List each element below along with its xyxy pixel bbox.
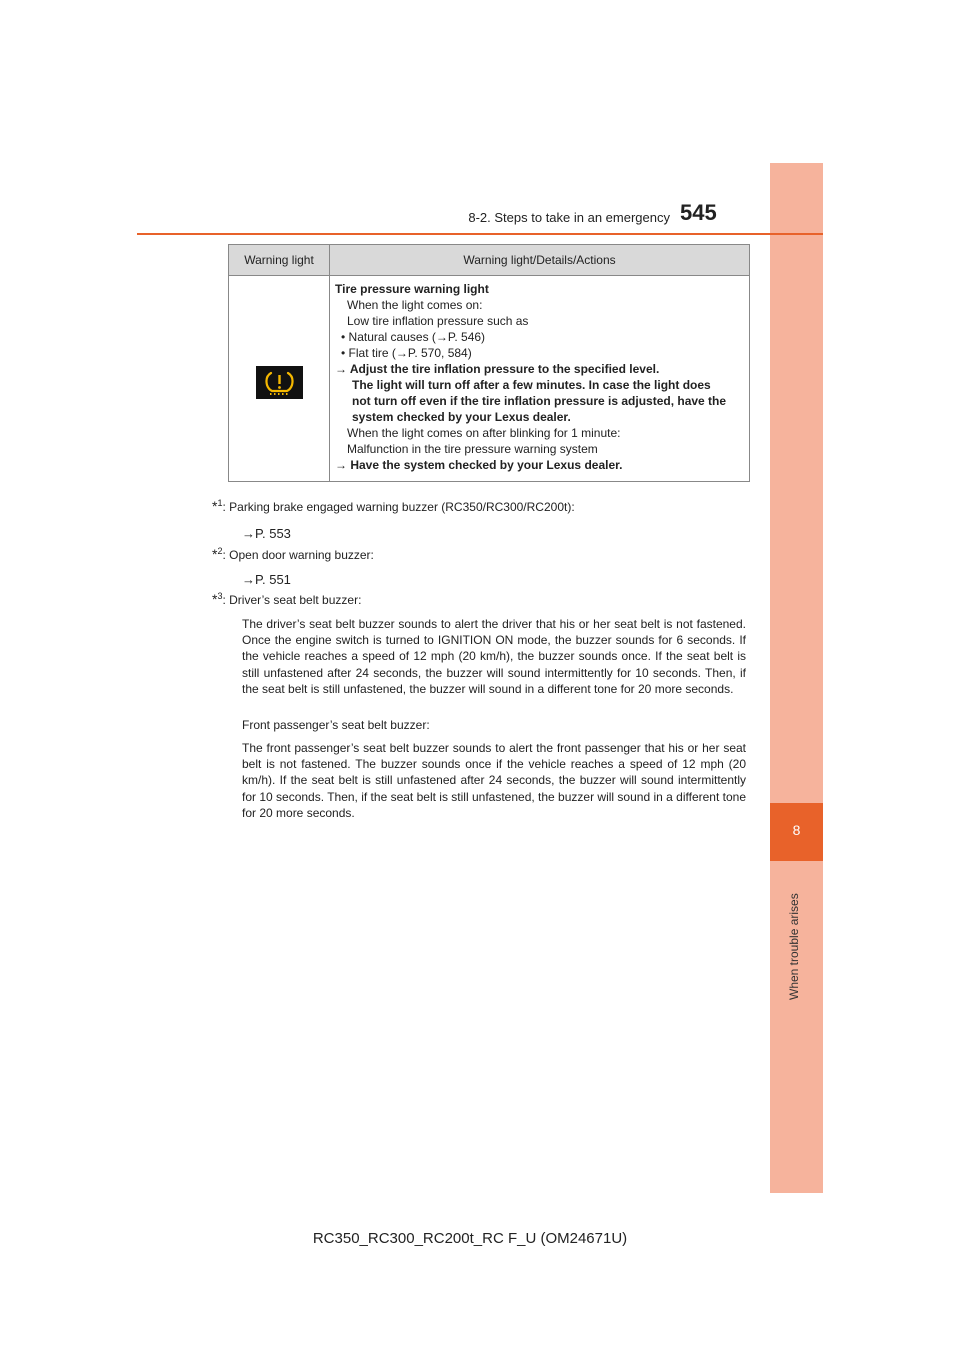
table-header-row (229, 245, 749, 276)
table-header-details: Warning light/Details/Actions (463, 253, 616, 267)
table-header-warning-light: Warning light (229, 245, 330, 276)
chapter-label (785, 870, 807, 1000)
driver-seat-belt-paragraph: The driver’s seat belt buzzer sounds to alert the driver that his or her seat belt is not fastened. Once the engine switch is turned to IGNITION ON mode, the buzzer sounds for 6 seconds. If the vehicle reaches a speed of 12 mph (20 km/h), the buzzer sounds once. If the seat belt is still unfastened after 24 seconds, the buzzer will sound intermittently for 10 seconds. Then, if the seat belt is still unfastened, the buzzer will sound in a different tone for 20 more seconds. (242, 617, 746, 696)
section-title: 8-2. Steps to take in an emergency (468, 210, 670, 225)
page-number: 545 (680, 200, 717, 225)
cause-intro-text: Low tire inflation pressure such as (347, 314, 529, 328)
chapter-label-text: When trouble arises (787, 893, 801, 1000)
action-adjust-line-3: not turn off even if the tire inflation pressure is adjusted, have the (352, 394, 727, 408)
warning-light-table (228, 244, 750, 482)
footnote-2: *$^2$: Open door warning buzzer: (212, 546, 374, 562)
footnote-3: *$^3$: Driver’s seat belt buzzer: (212, 591, 362, 607)
passenger-seat-belt-heading: Front passenger’s seat belt buzzer: (242, 718, 430, 732)
action-adjust-line-1: → Adjust the tire inflation pressure to the specified level. (335, 362, 660, 376)
model-code-footer: RC350_RC300_RC200t_RC F_U (OM24671U) (312, 1230, 628, 1247)
action-adjust-line-2: The light will turn off after a few minutes. In case the light does (352, 378, 711, 392)
action-adjust-line-4: system checked by your Lexus dealer. (352, 410, 571, 424)
cause-bullet-flat: • Flat tire (→P. 570, 584) (341, 346, 472, 360)
header-rule (137, 233, 823, 235)
footnote-1-ref: →P. 553 (242, 526, 291, 541)
table-cell-icon (229, 276, 330, 481)
malfunction-text: Malfunction in the tire pressure warning system (347, 442, 598, 456)
footnote-1: *$^1$: Parking brake engaged warning buzzer (RC350/RC300/RC200t): (212, 498, 575, 514)
tire-pressure-title: Tire pressure warning light (335, 282, 489, 296)
side-tab-background (770, 163, 823, 1193)
action-dealer: → Have the system checked by your Lexus dealer. (335, 458, 623, 472)
cause-bullet-natural: • Natural causes (→P. 546) (341, 330, 486, 344)
tire-pressure-warning-icon (256, 366, 303, 399)
table-cell-details (335, 281, 745, 473)
passenger-seat-belt-paragraph: The front passenger’s seat belt buzzer sounds to alert the front passenger that his or her seat belt is not fastened. The buzzer sounds once if the vehicle reaches a speed of 12 mph (20 km/h). If the seat belt is still unfastened after 24 seconds, the buzzer will sound intermittently for 10 seconds. Then, if the seat belt is still unfastened, the buzzer will sound in a different tone for 20 more seconds. (242, 741, 746, 820)
when-blink-text: When the light comes on after blinking for 1 minute: (347, 426, 621, 440)
chapter-number: 8 (792, 822, 801, 838)
when-on-text: When the light comes on: (347, 298, 483, 312)
footnote-2-ref: →P. 551 (242, 572, 291, 587)
